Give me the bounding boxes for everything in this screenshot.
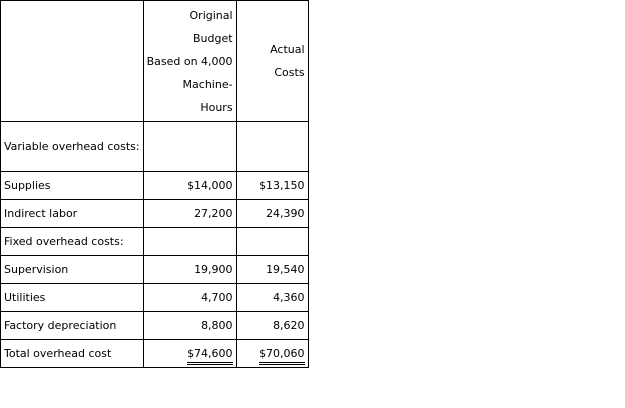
table-row — [1, 172, 309, 200]
row-label: Factory depreciation — [1, 312, 144, 340]
header-budget-cell — [143, 1, 236, 122]
budget-value: $14,000 — [143, 172, 236, 200]
budget-value: 19,900 — [143, 256, 236, 284]
header-budget-line: Original — [189, 8, 233, 22]
header-budget-line: Hours — [200, 100, 233, 114]
budget-value: 27,200 — [143, 200, 236, 228]
actual-value: 8,620 — [236, 312, 308, 340]
header-budget-line: Based on 4,000 — [146, 54, 233, 68]
header-actual-line: Actual — [270, 43, 305, 56]
actual-value: 4,360 — [236, 284, 308, 312]
actual-total-cell — [236, 340, 308, 368]
actual-value: $13,150 — [236, 172, 308, 200]
budget-total-value: $74,600 — [187, 346, 233, 365]
header-actual-line: Costs — [274, 66, 305, 79]
actual-value: 24,390 — [236, 200, 308, 228]
header-row — [1, 1, 309, 122]
overhead-cost-table — [0, 0, 309, 368]
actual-value: 19,540 — [236, 256, 308, 284]
row-label: Fixed overhead costs: — [1, 228, 144, 256]
row-label: Indirect labor — [1, 200, 144, 228]
row-label: Utilities — [1, 284, 144, 312]
table-row — [1, 122, 309, 172]
header-actual-cell — [236, 1, 308, 122]
row-label: Total overhead cost — [1, 340, 144, 368]
row-label: Variable overhead costs: — [1, 122, 144, 172]
table-row — [1, 256, 309, 284]
table-row — [1, 284, 309, 312]
table-row — [1, 228, 309, 256]
actual-value — [236, 122, 308, 172]
budget-value — [143, 228, 236, 256]
header-budget-line: Machine- — [182, 77, 233, 91]
budget-value — [143, 122, 236, 172]
budget-value: 8,800 — [143, 312, 236, 340]
table-row — [1, 200, 309, 228]
actual-value — [236, 228, 308, 256]
header-blank-cell — [1, 1, 144, 122]
actual-total-value: $70,060 — [259, 346, 305, 365]
table-row — [1, 312, 309, 340]
budget-total-cell — [143, 340, 236, 368]
row-label: Supervision — [1, 256, 144, 284]
header-budget-line: Budget — [192, 31, 233, 45]
total-row — [1, 340, 309, 368]
row-label: Supplies — [1, 172, 144, 200]
budget-value: 4,700 — [143, 284, 236, 312]
